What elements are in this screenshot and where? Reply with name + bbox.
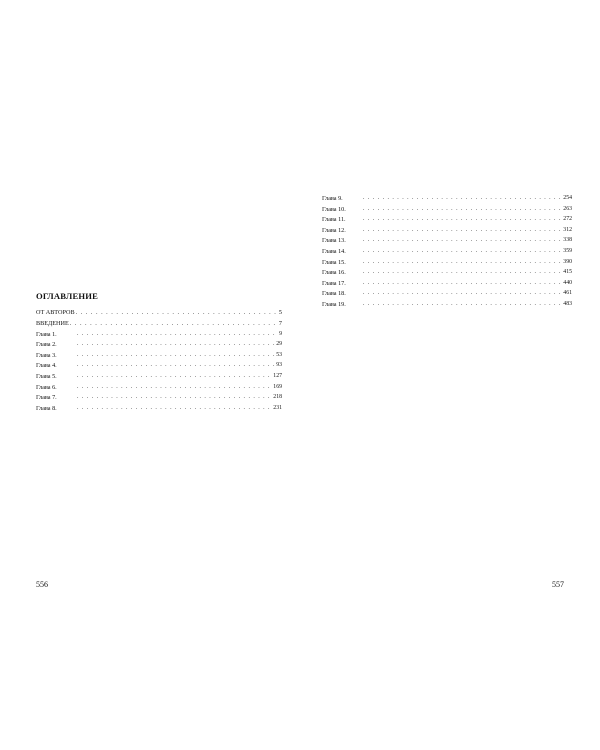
dot-leader [363, 259, 562, 266]
dot-leader [77, 405, 272, 412]
entry-body [362, 301, 572, 308]
entry-body [362, 237, 572, 244]
toc-entry-chapter [36, 362, 282, 369]
dot-leader [363, 206, 562, 213]
page-ref: 9 [279, 330, 282, 337]
chapter-author-line [76, 405, 282, 412]
chapter-label: Глава 14. [322, 247, 346, 255]
chapter-author-line [76, 352, 282, 359]
entry-body [362, 216, 572, 223]
page-ref: 461 [563, 290, 572, 297]
dot-leader [77, 331, 278, 338]
dot-leader [363, 280, 562, 287]
page-ref: 338 [563, 237, 572, 244]
dot-leader [77, 394, 272, 401]
toc-entry-chapter [36, 341, 282, 348]
chapter-label: Глава 19. [322, 300, 346, 308]
page-ref: 254 [563, 195, 572, 201]
dot-leader [77, 341, 275, 348]
chapter-label: Глава 12. [322, 226, 346, 234]
front-matter-line [36, 320, 282, 327]
right-page-number: 557 [552, 580, 564, 589]
chapter-label: Глава 1. [36, 330, 57, 338]
dot-leader [70, 320, 278, 327]
chapter-author-line [362, 280, 572, 287]
dot-leader [77, 384, 272, 391]
toc-entry-chapter [322, 206, 572, 213]
chapter-label: Глава 6. [36, 383, 57, 391]
chapter-label: Глава 7. [36, 394, 57, 402]
chapter-label: Глава 18. [322, 290, 346, 298]
entry-body [36, 320, 282, 327]
dot-leader [77, 352, 275, 359]
entry-body [362, 290, 572, 297]
chapter-author-line [362, 206, 572, 213]
chapter-author-line [76, 331, 282, 338]
dot-leader [363, 290, 562, 297]
entry-body [362, 195, 572, 202]
chapter-author-line [76, 373, 282, 380]
toc-entry-chapter [322, 259, 572, 266]
chapter-author-line [362, 248, 572, 255]
chapter-label: Глава 11. [322, 216, 346, 224]
dot-leader [363, 248, 562, 255]
chapter-author-line [76, 394, 282, 401]
entry-body [76, 384, 282, 391]
chapter-label: Глава 17. [322, 279, 346, 287]
toc-entry-chapter [36, 352, 282, 359]
page-ref: 440 [563, 279, 572, 286]
right-page [300, 0, 600, 750]
toc-entry-chapter [322, 290, 572, 297]
dot-leader [77, 362, 275, 369]
toc-entry-chapter [322, 269, 572, 276]
left-page-number: 556 [36, 580, 48, 589]
entry-body [76, 362, 282, 369]
toc-entry-chapter [36, 373, 282, 380]
entry-body [362, 280, 572, 287]
chapter-label: Глава 10. [322, 205, 346, 213]
toc-entry-chapter [36, 331, 282, 338]
page-ref: 359 [563, 247, 572, 254]
toc-entry-front [36, 309, 282, 316]
toc-entry-chapter [322, 280, 572, 287]
toc-entry-chapter [322, 301, 572, 308]
entry-body [76, 405, 282, 412]
chapter-label: Глава 16. [322, 269, 346, 277]
chapter-label: Глава 2. [36, 341, 57, 349]
chapter-author-line [76, 362, 282, 369]
entry-body [362, 248, 572, 255]
chapter-label: Глава 4. [36, 362, 57, 370]
chapter-label: Глава 3. [36, 351, 57, 359]
toc-entry-chapter [36, 405, 282, 412]
page-ref: 415 [563, 269, 572, 276]
chapter-author-line [362, 269, 572, 276]
dot-leader [363, 227, 562, 234]
right-toc-list [322, 195, 572, 312]
entry-body [76, 394, 282, 401]
dot-leader [77, 373, 272, 380]
entry-body [76, 341, 282, 348]
chapter-label: Глава 13. [322, 237, 346, 245]
entry-body [76, 331, 282, 338]
toc-entry-chapter [322, 195, 572, 202]
chapter-author-line [362, 216, 572, 223]
front-matter-line-text: ВВЕДЕНИЕ [36, 319, 69, 327]
chapter-label: Глава 15. [322, 258, 346, 266]
page-ref: 93 [276, 362, 282, 369]
entry-body [362, 259, 572, 266]
entry-body [362, 269, 572, 276]
toc-entry-chapter [322, 237, 572, 244]
page-ref: 312 [563, 226, 572, 233]
chapter-author-line [362, 227, 572, 234]
dot-leader [363, 195, 562, 202]
chapter-author-line [76, 384, 282, 391]
toc-entry-chapter [322, 248, 572, 255]
page-ref: 29 [276, 341, 282, 348]
chapter-author-line [362, 259, 572, 266]
chapter-author-line [362, 237, 572, 244]
toc-entry-front [36, 320, 282, 327]
page-ref: 7 [278, 319, 282, 327]
entry-body [76, 352, 282, 359]
page-ref: 5 [278, 309, 282, 316]
toc-heading: ОГЛАВЛЕНИЕ [36, 291, 99, 301]
page-ref: 483 [563, 300, 572, 307]
dot-leader [363, 237, 562, 244]
front-matter-line-text: ОТ АВТОРОВ [36, 309, 75, 316]
front-matter-line [36, 309, 282, 316]
page-ref: 390 [563, 258, 572, 265]
page-ref: 53 [276, 351, 282, 358]
entry-body [362, 206, 572, 213]
dot-leader [363, 301, 562, 308]
toc-entry-chapter [36, 394, 282, 401]
toc-entry-chapter [36, 384, 282, 391]
page-ref: 231 [273, 404, 282, 411]
page-ref: 218 [273, 394, 282, 401]
page-ref: 127 [273, 372, 282, 379]
chapter-author-line [362, 301, 572, 308]
entry-body [36, 309, 282, 316]
chapter-label: Глава 9. [322, 195, 343, 202]
toc-entry-chapter [322, 216, 572, 223]
chapter-author-line [76, 341, 282, 348]
chapter-label: Глава 8. [36, 404, 57, 412]
dot-leader [363, 269, 562, 276]
dot-leader [76, 309, 278, 316]
entry-body [362, 227, 572, 234]
left-toc-list [36, 309, 282, 415]
page-ref: 263 [563, 205, 572, 212]
chapter-author-line [362, 290, 572, 297]
chapter-label: Глава 5. [36, 372, 57, 380]
toc-entry-chapter [322, 227, 572, 234]
entry-body [76, 373, 282, 380]
chapter-author-line [362, 195, 572, 202]
page-ref: 169 [273, 383, 282, 390]
dot-leader [363, 216, 562, 223]
page-ref: 272 [563, 216, 572, 223]
